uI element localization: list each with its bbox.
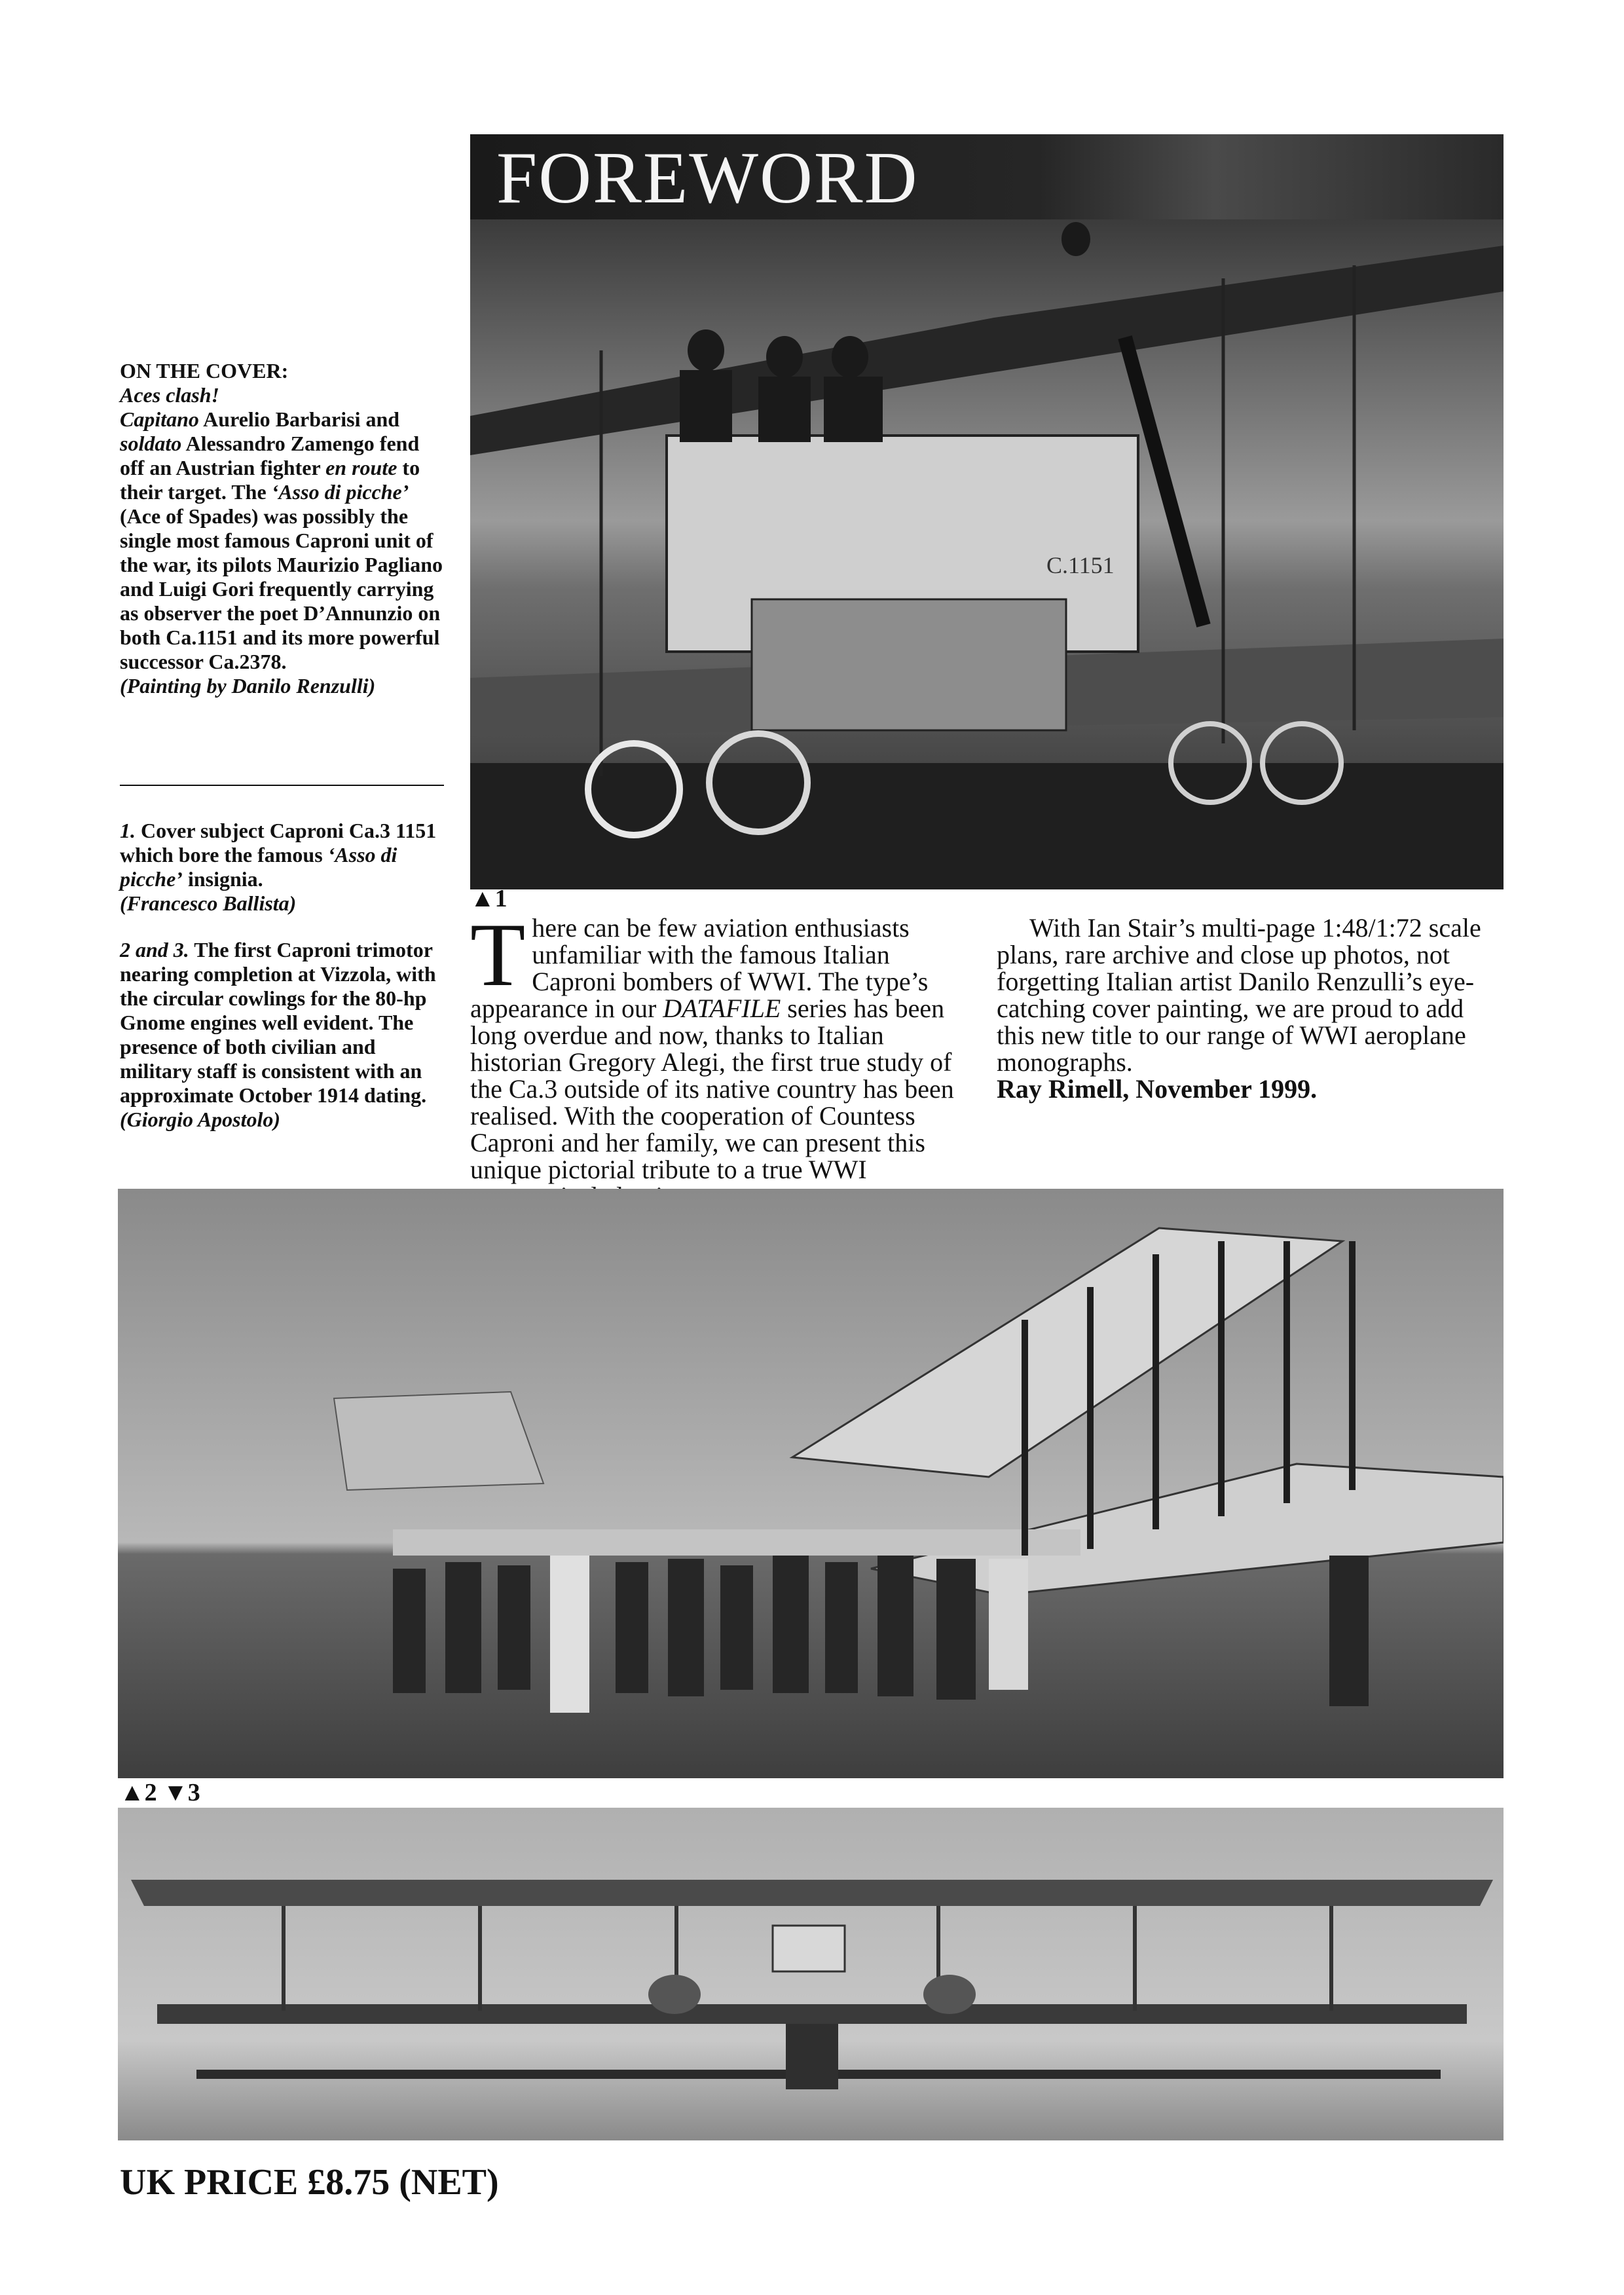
cover-title: Aces clash! xyxy=(120,383,219,407)
cover-caption xyxy=(120,359,447,698)
photo-3-trimotor-front-view xyxy=(118,1808,1504,2140)
cover-heading: ON THE COVER: xyxy=(120,359,289,382)
caption-2-3-credit: (Giorgio Apostolo) xyxy=(120,1108,281,1131)
foreword-column-2 xyxy=(997,914,1506,1102)
photo-1-marker: ▲1 xyxy=(470,885,507,912)
photo-1-aircraft-label: C.1151 xyxy=(1046,552,1115,578)
drop-cap: T xyxy=(470,905,526,1005)
caption-2-3: 2 and 3. The first Caproni trimotor nearing completion at Vizzola, with the circular cowlings for the 80-hp Gnome engines well evident. The presence of both civilian and military staff is consistent with an approximate October 1914 dating. (Giorgio Apostolo) xyxy=(120,938,436,1131)
photo-2-3-marker: ▲2 ▼3 xyxy=(120,1779,200,1806)
price-label: UK PRICE £8.75 (NET) xyxy=(120,2162,499,2203)
sidebar-divider xyxy=(120,785,444,786)
signature: Ray Rimell, November 1999. xyxy=(997,1074,1318,1104)
caption-1-credit: (Francesco Ballista) xyxy=(120,891,297,915)
cover-credit: (Painting by Danilo Renzulli) xyxy=(120,674,376,698)
photo-1-caproni-cockpit xyxy=(470,219,1504,889)
photo-2-illustration xyxy=(118,1189,1504,1778)
foreword-column-1: There can be few aviation enthusiasts unfamiliar with the famous Italian Caproni bombers of WWI. The type’s appearance in our DATAFILE series has been long overdue and now, thanks to Italian historian Gregory Alegi, the first true study of the Ca.3 outside of its native country has been realised. With the cooperation of Countess Caproni and her family, we can present this unique pictorial tribute to a true WWI xyxy=(470,905,954,1184)
series-name: DATAFILE xyxy=(663,994,781,1023)
foreword-paragraph-2: With Ian Stair’s multi-page 1:48/1:72 scale plans, rare archive and close up photos, not forgetting Italian artist Danilo Renzulli’s eye-catching cover painting, we are proud to add this new title to our range of WWI aeroplane monographs. xyxy=(997,913,1481,1077)
photo-3-illustration xyxy=(118,1808,1504,2140)
photo-2-trimotor-with-crew xyxy=(118,1189,1504,1778)
photo-1-illustration xyxy=(470,219,1504,889)
cover-description: Capitano Aurelio Barbarisi and soldato Alessandro Zamengo fend off an Austrian fighter en route to their target. The ‘Asso di picche’ (Ace of Spades) was possibly the single most famous Caproni unit of the war, its pilots Maurizio Pagliano and Luigi Gori frequently carrying as observer the poet D’Annunzio on both Ca.1151 and its more powerful successor Ca.2378. xyxy=(120,407,443,673)
page-title: FOREWORD xyxy=(496,138,919,219)
caption-1: 1. Cover subject Caproni Ca.3 1151 which bore the famous ‘Asso di picche’ insignia. (Francesco Ballista) xyxy=(120,819,437,915)
